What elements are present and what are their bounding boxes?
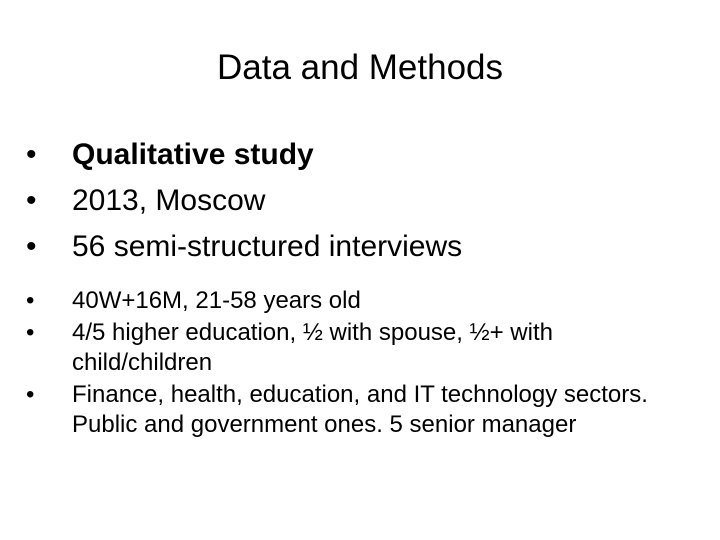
- bullet-icon: •: [26, 138, 37, 171]
- slide-title: Data and Methods: [216, 48, 503, 87]
- primary-bullet-list: [26, 132, 686, 270]
- bullet-text: 4/5 higher education, ½ with spouse, ½+ with child/children: [72, 319, 553, 376]
- bullet-text: 40W+16M, 21-58 years old: [72, 287, 361, 314]
- bullet-item: [26, 132, 686, 178]
- bullet-text: 56 semi-structured interviews: [72, 230, 463, 263]
- bullet-item: [26, 224, 686, 270]
- bullet-item: [26, 286, 686, 316]
- bullet-item: [26, 380, 686, 440]
- bullet-icon: •: [26, 184, 37, 217]
- bullet-text: 2013, Moscow: [72, 184, 266, 217]
- secondary-bullet-list: [26, 286, 686, 442]
- bullet-text: Qualitative study: [72, 138, 314, 171]
- bullet-icon: •: [26, 287, 35, 314]
- bullet-icon: •: [26, 381, 35, 408]
- bullet-icon: •: [26, 230, 37, 263]
- bullet-icon: •: [26, 319, 35, 346]
- bullet-item: [26, 178, 686, 224]
- bullet-text: Finance, health, education, and IT technology sectors. Public and government ones. 5 senior manager: [72, 381, 648, 438]
- bullet-item: [26, 318, 686, 378]
